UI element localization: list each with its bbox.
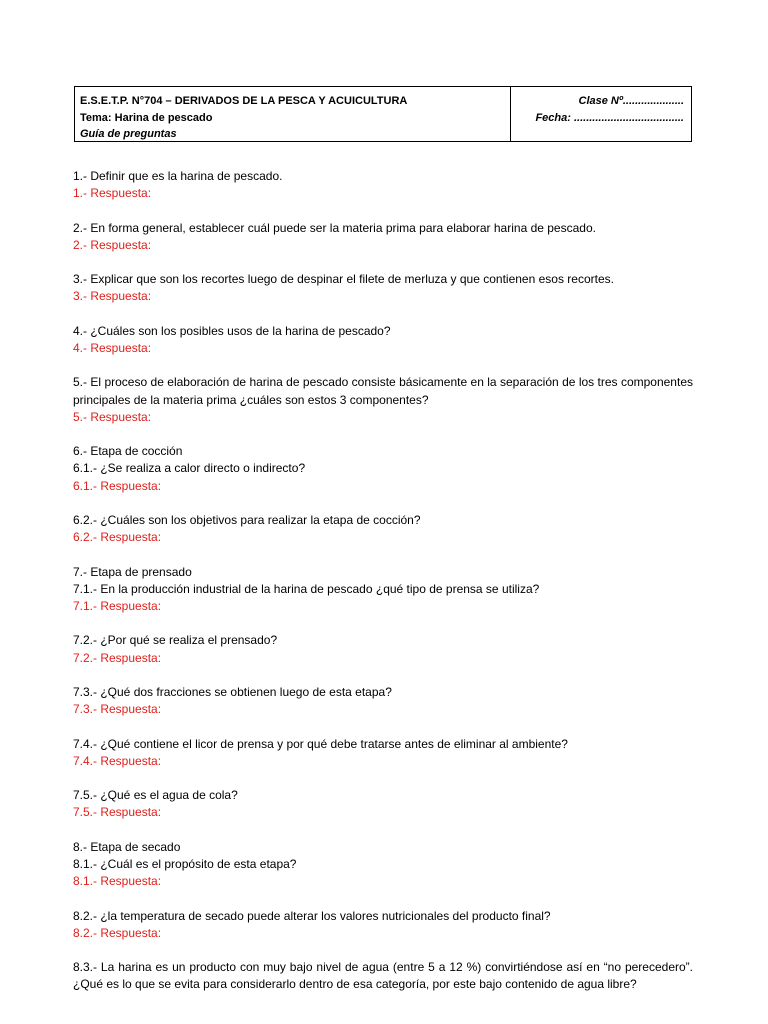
question-list <box>73 168 693 1011</box>
answer-label: 5.- Respuesta: <box>73 409 152 424</box>
question-block <box>73 323 693 357</box>
question-text: 7.2.- ¿Por qué se realiza el prensado? <box>73 633 278 648</box>
answer-label: 4.- Respuesta: <box>73 340 152 355</box>
question-text: 7.3.- ¿Qué dos fracciones se obtienen luego de esta etapa? <box>73 684 392 699</box>
answer-label: 7.4.- Respuesta: <box>73 753 162 768</box>
header-left-cell <box>75 87 511 141</box>
answer-label: 7.3.- Respuesta: <box>73 702 162 717</box>
guide-label: Guía de preguntas <box>80 128 177 140</box>
answer-label: 7.5.- Respuesta: <box>73 805 162 820</box>
answer-label: 1.- Respuesta: <box>73 186 152 201</box>
question-block <box>73 959 693 993</box>
question-text: 3.- Explicar que son los recortes luego de despinar el filete de merluza y que contienen esos recortes. <box>73 272 614 287</box>
question-text: 6.- Etapa de cocción <box>73 444 183 459</box>
topic-label: Tema: Harina de pescado <box>80 111 213 124</box>
question-block <box>73 839 693 891</box>
question-text: 8.- Etapa de secado <box>73 839 181 854</box>
question-text: 8.2.- ¿la temperatura de secado puede alterar los valores nutricionales del producto final? <box>73 908 551 923</box>
school-title: E.S.E.T.P. N°704 – DERIVADOS DE LA PESCA Y ACUICULTURA <box>80 95 408 107</box>
question-block <box>73 908 693 942</box>
answer-label: 7.2.- Respuesta: <box>73 650 162 665</box>
answer-label: 3.- Respuesta: <box>73 289 152 304</box>
class-number-field: Clase Nº.................... <box>578 95 684 107</box>
question-text: 2.- En forma general, establecer cuál puede ser la materia prima para elaborar harina de pescado. <box>73 220 596 235</box>
question-block <box>73 684 693 718</box>
answer-label: 6.2.- Respuesta: <box>73 530 162 545</box>
question-text: 8.1.- ¿Cuál es el propósito de esta etapa? <box>73 856 297 871</box>
question-block <box>73 564 693 616</box>
question-block <box>73 512 693 546</box>
question-text: 5.- El proceso de elaboración de harina de pescado consiste básicamente en la separación de los tres componentes principales de la materia prima ¿cuáles son estos 3 componentes? <box>73 375 693 407</box>
question-block <box>73 271 693 305</box>
question-text: 4.- ¿Cuáles son los posibles usos de la harina de pescado? <box>73 323 391 338</box>
question-text: 1.- Definir que es la harina de pescado. <box>73 169 283 183</box>
answer-label: 8.2.- Respuesta: <box>73 925 162 940</box>
header-right-cell <box>511 87 691 141</box>
date-field: Fecha: .................................... <box>535 111 684 124</box>
question-text: 6.2.- ¿Cuáles son los objetivos para realizar la etapa de cocción? <box>73 512 421 527</box>
question-text: 7.- Etapa de prensado <box>73 564 192 579</box>
question-text: 8.3.- La harina es un producto con muy bajo nivel de agua (entre 5 a 12 %) convirtiéndose así en “no perecedero”. ¿Qué es lo que se evita para considerarlo dentro de esa categoría, por este bajo contenido de agua libre? <box>73 960 693 992</box>
header-table <box>74 86 692 142</box>
question-text: 7.4.- ¿Qué contiene el licor de prensa y por qué debe tratarse antes de eliminar al ambiente? <box>73 736 568 751</box>
answer-label: 7.1.- Respuesta: <box>73 598 162 613</box>
question-text: 7.1.- En la producción industrial de la harina de pescado ¿qué tipo de prensa se utiliza? <box>73 581 540 596</box>
question-block <box>73 787 693 821</box>
question-block <box>73 736 693 770</box>
question-block <box>73 168 693 202</box>
answer-label: 6.1.- Respuesta: <box>73 478 162 493</box>
answer-label: 2.- Respuesta: <box>73 237 152 252</box>
question-block <box>73 443 693 495</box>
answer-label: 8.1.- Respuesta: <box>73 874 162 889</box>
question-block <box>73 220 693 254</box>
question-block <box>73 632 693 666</box>
question-text: 6.1.- ¿Se realiza a calor directo o indirecto? <box>73 461 306 476</box>
question-text: 7.5.- ¿Qué es el agua de cola? <box>73 788 238 803</box>
question-block <box>73 374 693 426</box>
